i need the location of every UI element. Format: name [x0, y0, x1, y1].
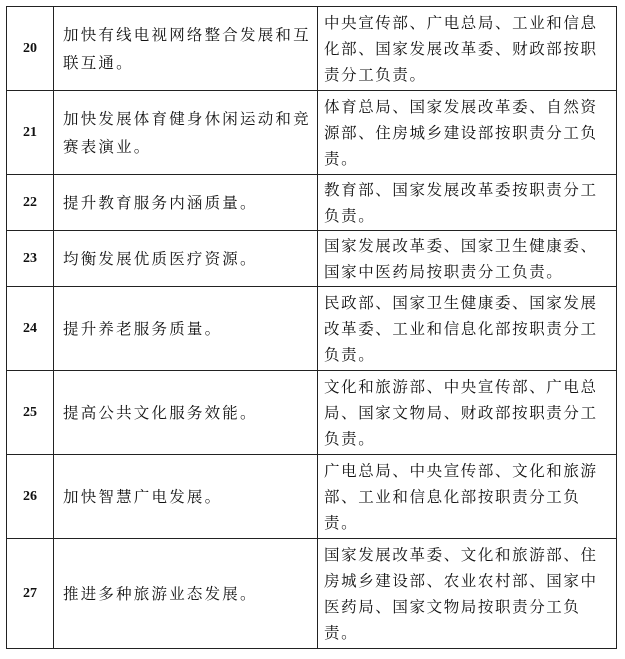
table-row [7, 175, 617, 231]
table-row [7, 231, 617, 287]
task-description: 推进多种旅游业态发展。 [54, 539, 318, 649]
task-description: 提升养老服务质量。 [54, 287, 318, 371]
table-row [7, 287, 617, 371]
task-table [6, 6, 617, 649]
table-row [7, 455, 617, 539]
row-number: 27 [7, 539, 54, 649]
task-description: 均衡发展优质医疗资源。 [54, 231, 318, 287]
task-description: 提高公共文化服务效能。 [54, 371, 318, 455]
responsible-departments: 文化和旅游部、中央宣传部、广电总局、国家文物局、财政部按职责分工负责。 [318, 371, 617, 455]
responsible-departments: 广电总局、中央宣传部、文化和旅游部、工业和信息化部按职责分工负责。 [318, 455, 617, 539]
responsible-departments: 民政部、国家卫生健康委、国家发展改革委、工业和信息化部按职责分工负责。 [318, 287, 617, 371]
responsible-departments: 教育部、国家发展改革委按职责分工负责。 [318, 175, 617, 231]
task-description: 加快发展体育健身休闲运动和竞赛表演业。 [54, 91, 318, 175]
table-row [7, 539, 617, 649]
responsible-departments: 国家发展改革委、国家卫生健康委、国家中医药局按职责分工负责。 [318, 231, 617, 287]
task-description: 加快有线电视网络整合发展和互联互通。 [54, 7, 318, 91]
table-row [7, 371, 617, 455]
responsible-departments: 中央宣传部、广电总局、工业和信息化部、国家发展改革委、财政部按职责分工负责。 [318, 7, 617, 91]
row-number: 26 [7, 455, 54, 539]
responsible-departments: 国家发展改革委、文化和旅游部、住房城乡建设部、农业农村部、国家中医药局、国家文物局按职责分工负责。 [318, 539, 617, 649]
responsible-departments: 体育总局、国家发展改革委、自然资源部、住房城乡建设部按职责分工负责。 [318, 91, 617, 175]
table-row [7, 7, 617, 91]
row-number: 25 [7, 371, 54, 455]
table-row [7, 91, 617, 175]
task-description: 提升教育服务内涵质量。 [54, 175, 318, 231]
row-number: 20 [7, 7, 54, 91]
task-description: 加快智慧广电发展。 [54, 455, 318, 539]
row-number: 22 [7, 175, 54, 231]
row-number: 21 [7, 91, 54, 175]
row-number: 24 [7, 287, 54, 371]
row-number: 23 [7, 231, 54, 287]
